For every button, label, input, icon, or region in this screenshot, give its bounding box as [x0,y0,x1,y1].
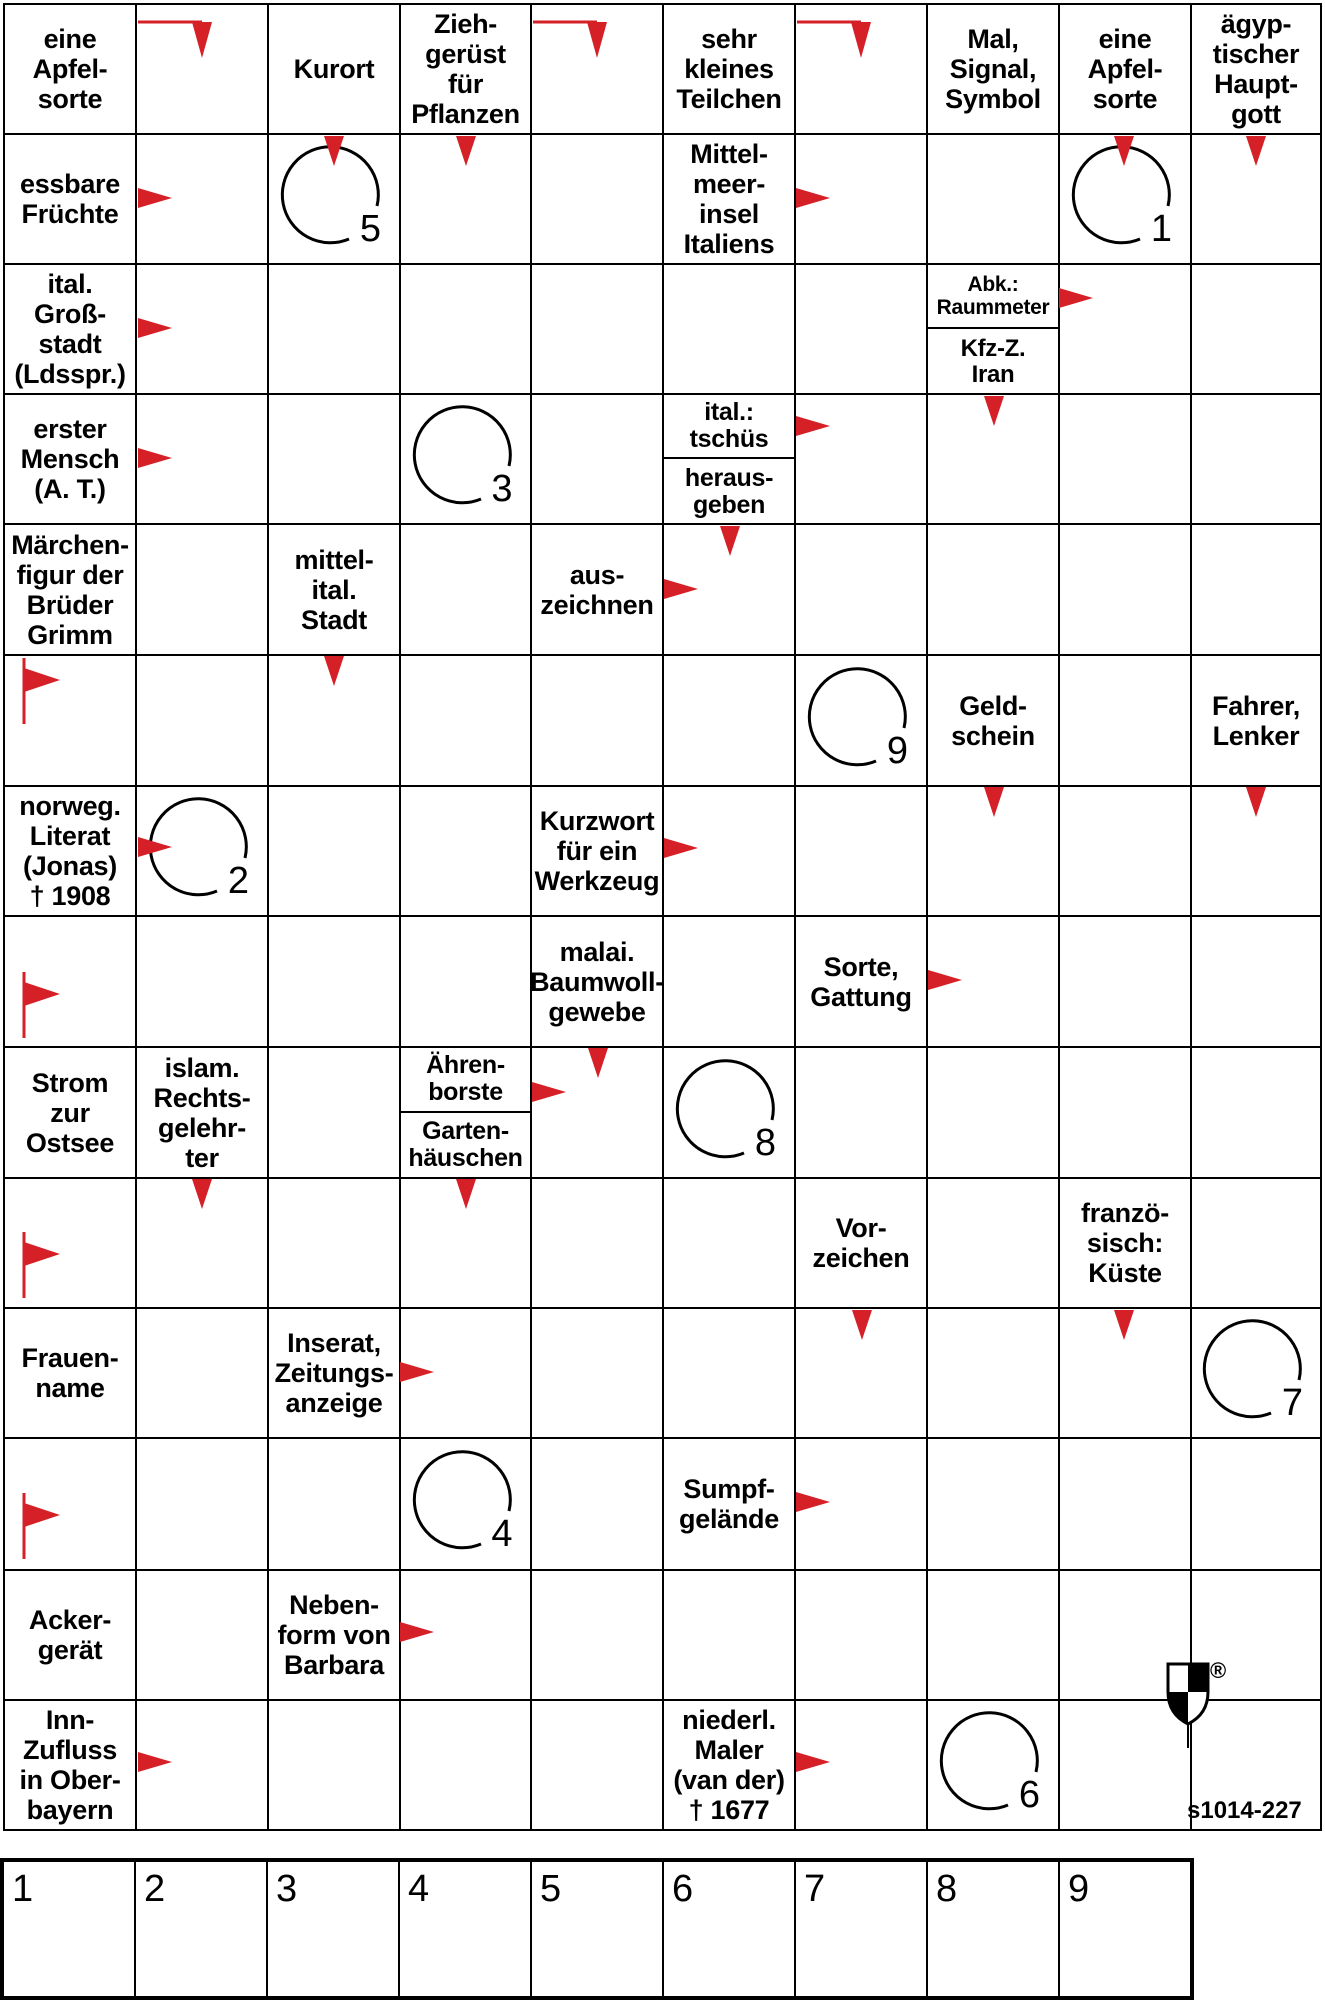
grid-cell[interactable] [3,1177,137,1309]
clue-text: Frauen- name [21,1343,119,1403]
grid-cell[interactable] [1058,523,1192,656]
grid-cell[interactable] [1190,1437,1322,1571]
grid-cell[interactable] [530,1699,664,1831]
clue-text: ital. Groß- stadt (Ldsspr.) [14,269,126,389]
solution-number: 1 [12,1868,34,1910]
grid-cell[interactable] [1058,263,1192,395]
grid-cell[interactable] [794,393,928,525]
grid-cell[interactable] [1190,133,1322,265]
clue-text: Kfz-Z. Iran [960,334,1026,388]
grid-cell[interactable] [267,393,401,525]
grid-cell[interactable] [926,1177,1060,1309]
grid-cell[interactable] [3,915,137,1048]
grid-cell[interactable] [662,1569,796,1701]
grid-cell[interactable] [794,133,928,265]
grid-cell[interactable] [1058,1046,1192,1179]
grid-cell[interactable] [662,1307,796,1439]
grid-cell[interactable] [530,133,664,265]
grid-cell[interactable] [926,1699,1060,1831]
grid-cell[interactable] [530,3,664,135]
clue-text: Fahrer, Lenker [1212,690,1300,751]
grid-cell[interactable] [794,3,928,135]
grid-cell[interactable] [399,1569,532,1701]
grid-cell[interactable] [267,1046,401,1179]
clue-text: Sorte, Gattung [810,951,912,1012]
grid-cell[interactable] [399,133,532,265]
grid-cell[interactable] [267,1177,401,1309]
grid-cell[interactable] [662,785,796,917]
grid-cell[interactable] [135,1699,269,1831]
solution-number: 5 [540,1868,562,1910]
grid-cell[interactable] [662,1046,796,1179]
clue-text: Vor- zeichen [812,1213,910,1273]
clue-text: norweg. Literat (Jonas) † 1908 [19,791,121,911]
grid-cell[interactable] [1190,523,1322,656]
clue-text: aus- zeichnen [540,559,654,620]
grid-cell[interactable] [1190,915,1322,1048]
grid-cell[interactable] [926,133,1060,265]
clue-text: erster Mensch (A. T.) [20,414,120,504]
grid-cell[interactable] [530,1437,664,1571]
grid-cell[interactable] [662,1177,796,1309]
grid-cell[interactable] [267,915,401,1048]
solution-number: 7 [804,1868,826,1910]
clue-text: Zieh- gerüst für Pflanzen [411,9,520,129]
grid-cell[interactable] [135,915,269,1048]
clue-text: Märchen- figur der Brüder Grimm [11,529,129,650]
grid-cell[interactable] [135,523,269,656]
grid-cell[interactable] [662,915,796,1048]
grid-cell[interactable] [135,785,269,917]
grid-cell[interactable] [1058,1307,1192,1439]
grid-cell[interactable] [399,654,532,787]
clue-text: eine Apfel- sorte [1087,24,1163,114]
grid-cell[interactable] [267,1699,401,1831]
grid-cell[interactable] [794,1569,928,1701]
clue-text: malai. Baumwoll- gewebe [530,936,664,1027]
grid-cell[interactable] [399,1699,532,1831]
grid-cell[interactable] [399,1177,532,1309]
grid-cell[interactable] [135,1307,269,1439]
grid-cell[interactable] [1190,1307,1322,1439]
grid-cell[interactable] [135,263,269,395]
grid-cell[interactable] [662,654,796,787]
solution-number: 8 [936,1868,958,1910]
grid-cell[interactable] [794,1437,928,1571]
clue-text: ägyp- tischer Haupt- gott [1212,9,1300,129]
grid-cell[interactable] [662,523,796,656]
clue-text: Kurort [293,54,375,84]
grid-cell[interactable] [794,263,928,395]
grid-cell[interactable] [399,915,532,1048]
grid-cell[interactable] [1190,785,1322,917]
grid-cell[interactable] [267,654,401,787]
solution-number: 9 [1068,1868,1090,1910]
clue-text: mittel- ital. Stadt [294,544,374,635]
clue-text: Neben- form von Barbara [277,1590,391,1680]
clue-text: heraus- geben [684,463,774,519]
registered-mark: ® [1210,1658,1227,1683]
grid-cell[interactable] [267,133,401,265]
clue-text: sehr kleines Teilchen [676,24,782,114]
grid-cell[interactable] [926,1437,1060,1571]
clue-text: Inn- Zufluss in Ober- bayern [19,1705,121,1825]
grid-cell[interactable] [794,654,928,787]
circle-number: 3 [491,468,513,510]
puzzle-code: s1014-227 [1187,1797,1302,1824]
clue-text: islam. Rechts- gelehr- ter [153,1052,251,1173]
grid-cell[interactable] [926,1569,1060,1701]
solution-number: 2 [144,1868,166,1910]
grid-cell[interactable] [399,1307,532,1439]
grid-cell[interactable] [1058,785,1192,917]
grid-cell[interactable] [530,1046,664,1179]
solution-number: 4 [408,1868,430,1910]
clue-text: Abk.: Raummeter [927,264,1059,329]
circle-number: 5 [359,208,381,250]
clue-text: Inserat, Zeitungs- anzeige [274,1328,394,1418]
grid-cell[interactable] [926,915,1060,1048]
grid-cell[interactable] [1058,133,1192,265]
grid-cell[interactable] [267,263,401,395]
solution-cell[interactable] [796,1862,928,1996]
clue-text: ital.: tschüs [663,394,795,459]
grid-cell[interactable] [267,785,401,917]
grid-cell[interactable] [399,263,532,395]
grid-cell[interactable] [530,263,664,395]
solution-cell[interactable] [4,1862,136,1996]
grid-cell[interactable] [3,654,137,787]
grid-cell[interactable] [926,1046,1060,1179]
clue-text: niederl. Maler (van der) † 1677 [673,1705,785,1825]
solution-number: 3 [276,1868,298,1910]
grid-cell[interactable] [530,1307,664,1439]
grid-cell[interactable] [530,1177,664,1309]
circle-number: 1 [1150,208,1172,250]
circle-number: 6 [1018,1774,1040,1816]
clue-text: Mal, Signal, Symbol [945,24,1041,114]
clue-text: essbare Früchte [20,169,120,229]
grid-cell[interactable] [135,3,269,135]
grid-cell[interactable] [530,654,664,787]
grid-cell[interactable] [794,785,928,917]
grid-cell[interactable] [3,1437,137,1571]
grid-cell[interactable] [135,654,269,787]
grid-cell[interactable] [135,1437,269,1571]
grid-cell[interactable] [399,1437,532,1571]
circle-number: 7 [1281,1382,1303,1424]
grid-cell[interactable] [399,393,532,525]
solution-cell[interactable] [136,1862,268,1996]
grid-cell[interactable] [926,785,1060,917]
clue-text: eine Apfel- sorte [32,24,108,114]
grid-cell[interactable] [135,393,269,525]
grid-cell[interactable] [399,523,532,656]
clue-text: Geld- schein [951,690,1035,751]
grid-cell[interactable] [1190,263,1322,395]
grid-cell[interactable] [530,1569,664,1701]
clue-text: franzö- sisch: Küste [1081,1198,1169,1288]
solution-cell[interactable] [400,1862,532,1996]
publisher-logo [1166,1658,1238,1753]
grid-cell[interactable] [1190,393,1322,525]
circle-number: 2 [227,860,249,902]
solution-cell[interactable] [664,1862,796,1996]
grid-cell[interactable] [662,263,796,395]
solution-number: 6 [672,1868,694,1910]
grid-cell[interactable] [926,393,1060,525]
grid-cell[interactable] [926,523,1060,656]
grid-cell[interactable] [794,1307,928,1439]
solution-cell[interactable] [1060,1862,1190,1996]
grid-cell[interactable] [267,1437,401,1571]
clue-text: Ähren- borste [400,1047,531,1113]
grid-cell[interactable] [135,1177,269,1309]
clue-text: Kurzwort für ein Werkzeug [534,806,660,896]
grid-cell[interactable] [926,1307,1060,1439]
circle-number: 9 [886,729,908,772]
grid-cell[interactable] [794,1046,928,1179]
grid-cell[interactable] [135,133,269,265]
grid-cell[interactable] [399,785,532,917]
solution-cell[interactable] [268,1862,400,1996]
clue-text: Sumpf- gelände [679,1474,779,1534]
grid-cell[interactable] [1058,654,1192,787]
grid-cell[interactable] [1058,393,1192,525]
clue-text: Strom zur Ostsee [25,1067,115,1158]
grid-cell[interactable] [135,1569,269,1701]
solution-cell[interactable] [928,1862,1060,1996]
clue-text: Garten- häuschen [408,1117,523,1173]
grid-cell[interactable] [794,1699,928,1831]
solution-cell[interactable] [532,1862,664,1996]
clue-text: Acker- gerät [28,1605,112,1665]
grid-cell[interactable] [530,393,664,525]
circle-number: 8 [754,1121,776,1164]
grid-cell[interactable] [1058,1437,1192,1571]
grid-cell[interactable] [1190,1046,1322,1179]
grid-cell[interactable] [1190,1177,1322,1309]
grid-cell[interactable] [794,523,928,656]
circle-number: 4 [491,1513,513,1555]
solution-row [0,1858,1194,2000]
grid-cell[interactable] [1058,915,1192,1048]
clue-text: Mittel- meer- insel Italiens [683,139,775,259]
